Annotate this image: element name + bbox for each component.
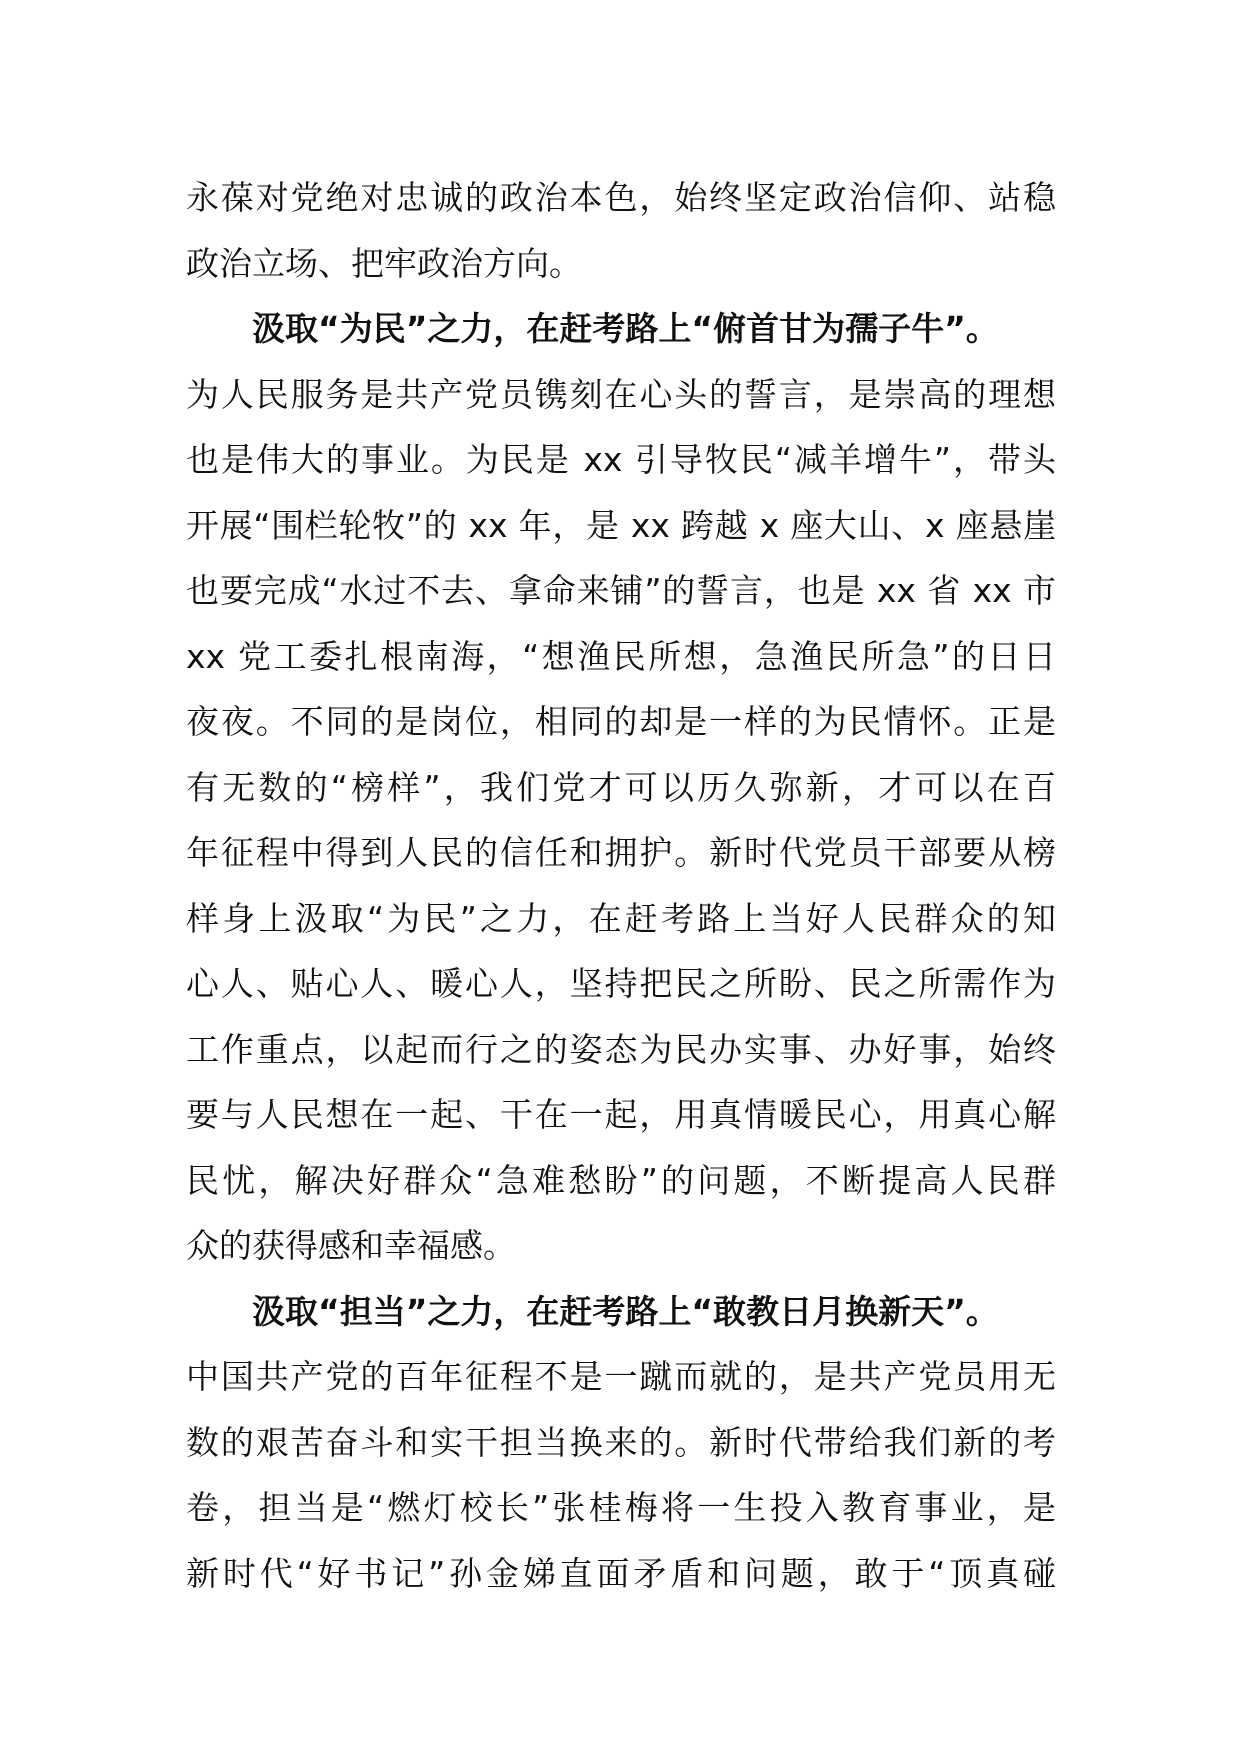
body-line: 工作重点，以起而行之的姿态为民办实事、办好事，始终 [186, 1029, 1056, 1069]
body-line: 心人、贴心人、暖心人，坚持把民之所盼、民之所需作为 [186, 964, 1056, 1003]
body-line: 卷，担当是“燃灯校长”张桂梅将一生投入教育事业，是 [186, 1488, 1056, 1527]
body-line: 永葆对党绝对忠诚的政治本色，始终坚定政治信仰、站稳 [186, 178, 1056, 217]
body-line: 开展“围栏轮牧”的 xx 年，是 xx 跨越 x 座大山、x 座悬崖 [186, 505, 1056, 545]
section-heading: 汲取“为民”之力，在赶考路上“俯首甘为孺子牛”。 [252, 309, 999, 348]
body-line: 数的艰苦奋斗和实干担当换来的。新时代带给我们新的考 [186, 1422, 1056, 1462]
document-page [186, 165, 1056, 1606]
body-line: 民忧，解决好群众“急难愁盼”的问题，不断提高人民群 [186, 1160, 1056, 1200]
body-line: 新时代“好书记”孙金娣直面矛盾和问题，敢于“顶真碰 [186, 1553, 1056, 1593]
body-line: 有无数的“榜样”，我们党才可以历久弥新，才可以在百 [186, 767, 1056, 807]
body-line: 年征程中得到人民的信任和拥护。新时代党员干部要从榜 [186, 833, 1056, 872]
body-line: 要与人民想在一起、干在一起，用真情暖民心，用真心解 [186, 1095, 1056, 1134]
body-line: 也是伟大的事业。为民是 xx 引导牧民“减羊增牛”，带头 [186, 440, 1056, 479]
body-line: xx 党工委扎根南海，“想渔民所想，急渔民所急”的日日 [186, 636, 1056, 676]
body-line: 众的获得感和幸福感。 [186, 1226, 516, 1265]
section-heading: 汲取“担当”之力，在赶考路上“敢教日月换新天”。 [252, 1291, 999, 1331]
body-line: 也要完成“水过不去、拿命来铺”的誓言，也是 xx 省 xx 市 [186, 571, 1056, 610]
body-line: 政治立场、把牢政治方向。 [186, 243, 582, 283]
body-line: 中国共产党的百年征程不是一蹴而就的，是共产党员用无 [186, 1357, 1056, 1396]
body-line: 为人民服务是共产党员镌刻在心头的誓言，是崇高的理想 [186, 374, 1056, 414]
body-line: 样身上汲取“为民”之力，在赶考路上当好人民群众的知 [186, 898, 1056, 938]
body-line: 夜夜。不同的是岗位，相同的却是一样的为民情怀。正是 [186, 702, 1056, 741]
